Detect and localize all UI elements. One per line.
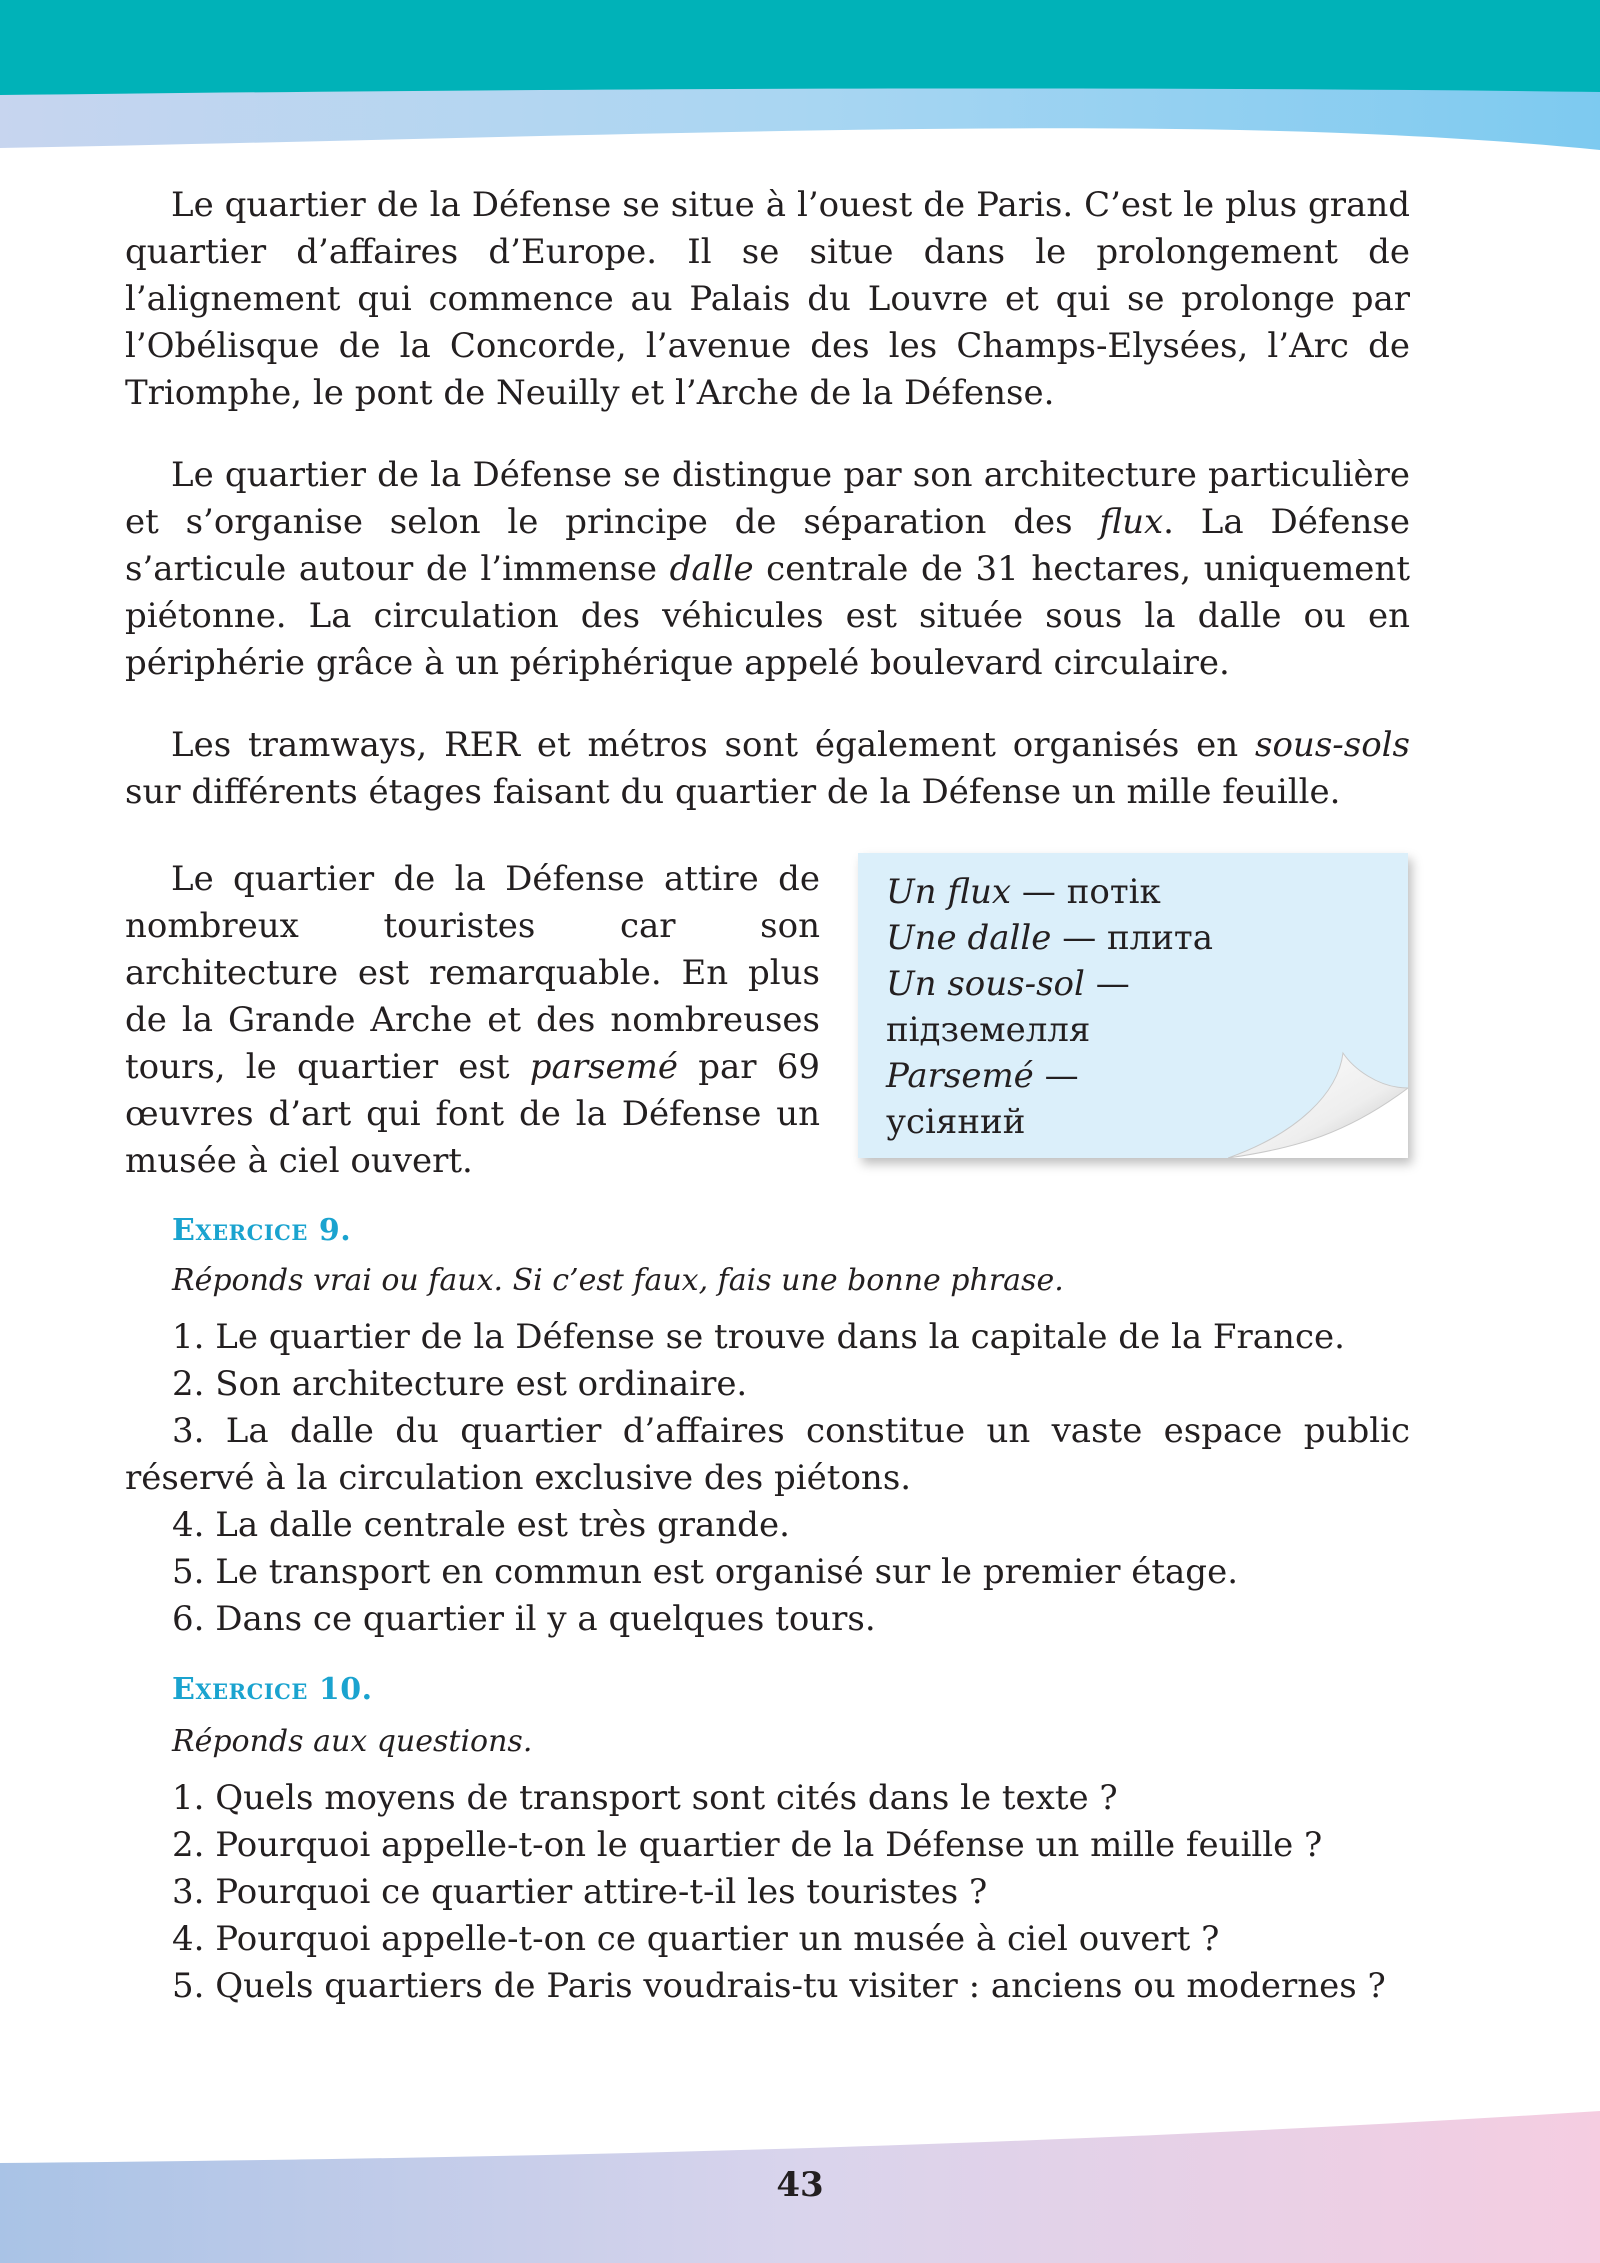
vocab-term: Une dalle <box>886 918 1052 958</box>
paragraph-2-text-a: Le quartier de la Défense se distingue par son architecture particulière et s’organise selon le principe de séparation des <box>125 455 1410 542</box>
vocab-line-2 <box>886 915 1213 961</box>
vocab-line-3 <box>886 961 1130 1007</box>
exercise-9-item: 6. Dans ce quartier il y a quelques tours. <box>172 1599 876 1639</box>
page-curl-icon <box>1228 1048 1408 1158</box>
exercise-9-instruction: Réponds vrai ou faux. Si c’est faux, fais une bonne phrase. <box>172 1263 1064 1298</box>
exercise-10-item: 3. Pourquoi ce quartier attire-t-il les touristes ? <box>172 1872 988 1912</box>
vocab-line-6 <box>886 1099 1025 1145</box>
paragraph-2-text-c: centrale de 31 hectares, uniquement piétonne. La circulation des véhicules est située sous la dalle ou en périphérie grâce à un périphérique appelé boulevard circulaire. <box>125 549 1410 683</box>
exercise-10-instruction: Réponds aux questions. <box>172 1724 533 1759</box>
paragraph-4-text-b: par 69 œuvres d’art qui font de la Défense un musée à ciel ouvert. <box>125 1047 821 1181</box>
header-decoration <box>0 0 1600 160</box>
vocab-translation: — потік <box>1011 872 1161 912</box>
paragraph-3 <box>125 722 1410 816</box>
vocab-translation: — плита <box>1051 918 1214 958</box>
term-parseme: parsemé <box>529 1047 678 1087</box>
vocab-translation: — <box>1084 964 1130 1004</box>
exercise-9-item: 3. La dalle du quartier d’affaires constitue un vaste espace public réservé à la circulation exclusive des piétons. <box>125 1411 1410 1498</box>
page-number: 43 <box>776 2165 824 2205</box>
vocab-line-1 <box>886 869 1161 915</box>
exercise-10-item: 2. Pourquoi appelle-t-on le quartier de la Défense un mille feuille ? <box>172 1825 1323 1865</box>
exercise-9-item: 2. Son architecture est ordinaire. <box>172 1364 748 1404</box>
vocab-term: Parsemé <box>886 1056 1034 1096</box>
vocab-term: Un sous-sol <box>886 964 1085 1004</box>
term-sous-sols: sous-sols <box>1255 725 1410 765</box>
term-dalle: dalle <box>669 549 754 589</box>
vocabulary-note <box>858 853 1408 1158</box>
paragraph-4 <box>125 856 820 1185</box>
paragraph-2 <box>125 452 1410 687</box>
paragraph-2-text-b: . La Défense s’articule autour de l’immense <box>125 502 1410 589</box>
vocab-term: Un flux <box>886 872 1012 912</box>
exercise-10-item: 5. Quels quartiers de Paris voudrais-tu visiter : anciens ou modernes ? <box>172 1966 1386 2006</box>
exercise-9-item: 4. La dalle centrale est très grande. <box>172 1505 790 1545</box>
vocab-translation: — <box>1033 1056 1079 1096</box>
exercise-10-title: Exercice 10. <box>172 1672 373 1707</box>
exercise-9-title: Exercice 9. <box>172 1213 352 1248</box>
exercise-9-item: 5. Le transport en commun est organisé sur le premier étage. <box>172 1552 1239 1592</box>
paragraph-3-text-a: Les tramways, RER et métros sont également organisés en <box>171 725 1255 765</box>
paragraph-1: Le quartier de la Défense se situe à l’ouest de Paris. C’est le plus grand quartier d’affaires d’Europe. Il se situe dans le prolongement de l’alignement qui commence au Palais du Louvre et qui se prolonge par l’Obélisque de la Concorde, l’avenue des les Champs-Elysées, l’Arc de Triomphe, le pont de Neuilly et l’Arche de la Défense. <box>125 185 1410 413</box>
paragraph-3-text-b: sur différents étages faisant du quartier de la Défense un mille feuille. <box>125 772 1341 812</box>
paragraph-4-text-a: Le quartier de la Défense attire de nombreux touristes car son architecture est remarquable. En plus de la Grande Arche et des nombreuses tours, le quartier est <box>125 859 820 1087</box>
vocab-line-5 <box>886 1053 1079 1099</box>
term-flux: flux <box>1099 502 1164 542</box>
vocab-translation: усіяний <box>886 1102 1026 1142</box>
exercise-10-item: 1. Quels moyens de transport sont cités dans le texte ? <box>172 1778 1118 1818</box>
exercise-9-item: 1. Le quartier de la Défense se trouve dans la capitale de la France. <box>172 1317 1345 1357</box>
vocab-translation: підземелля <box>886 1010 1091 1050</box>
vocab-line-4 <box>886 1007 1090 1053</box>
exercise-10-item: 4. Pourquoi appelle-t-on ce quartier un musée à ciel ouvert ? <box>172 1919 1220 1959</box>
